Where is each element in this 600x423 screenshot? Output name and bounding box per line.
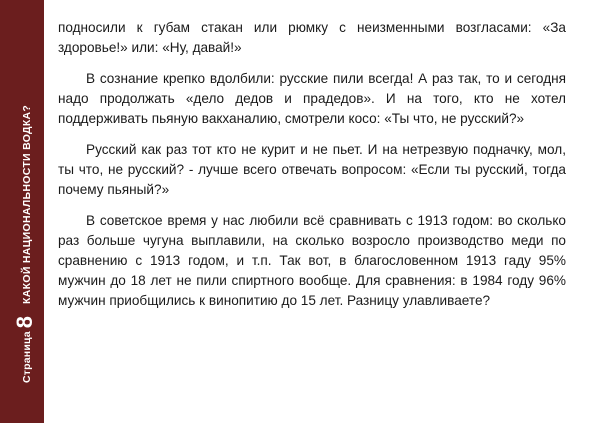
page-number: 8 [12,315,37,329]
paragraph: подносили к губам стакан или рюмку с неизменными возгласами: «За здоровье!» или: «Ну, давай!» [58,20,566,55]
body-text [58,18,566,322]
side-bar [0,0,44,423]
page-label: Страница [21,331,33,383]
book-title: КАКОЙ НАЦИОНАЛЬНОСТИ ВОДКА? [21,104,33,304]
paragraph: В советское время у нас любили всё сравнивать с 1913 годом: во сколько раз больше чугуна выплавили, на сколько возросло производство меди по сравнению с 1913 годом, и т.п. Так вот, в благословенном 1913 гаду 95% мужчин до 18 лет не пили спиртного вообще. Для сравнения: в 1984 году 96% мужчин приобщились к винопитию до 15 лет. Разницу улавливаете? [58,213,566,308]
side-caption [8,3,36,383]
paragraph: В сознание крепко вдолбили: русские пили всегда! А раз так, то и сегодня надо продолжать «дело дедов и прадедов». И на того, кто не хотел поддерживать пьяную вакханалию, смотрели косо: «Ты что, не русский?» [58,71,566,126]
paragraph: Русский как раз тот кто не курит и не пьет. И на нетрезвую подначку, мол, ты что, не русский? - лучше всего отвечать вопросом: «Если ты русский, тогда почему пьяный?» [58,142,566,197]
